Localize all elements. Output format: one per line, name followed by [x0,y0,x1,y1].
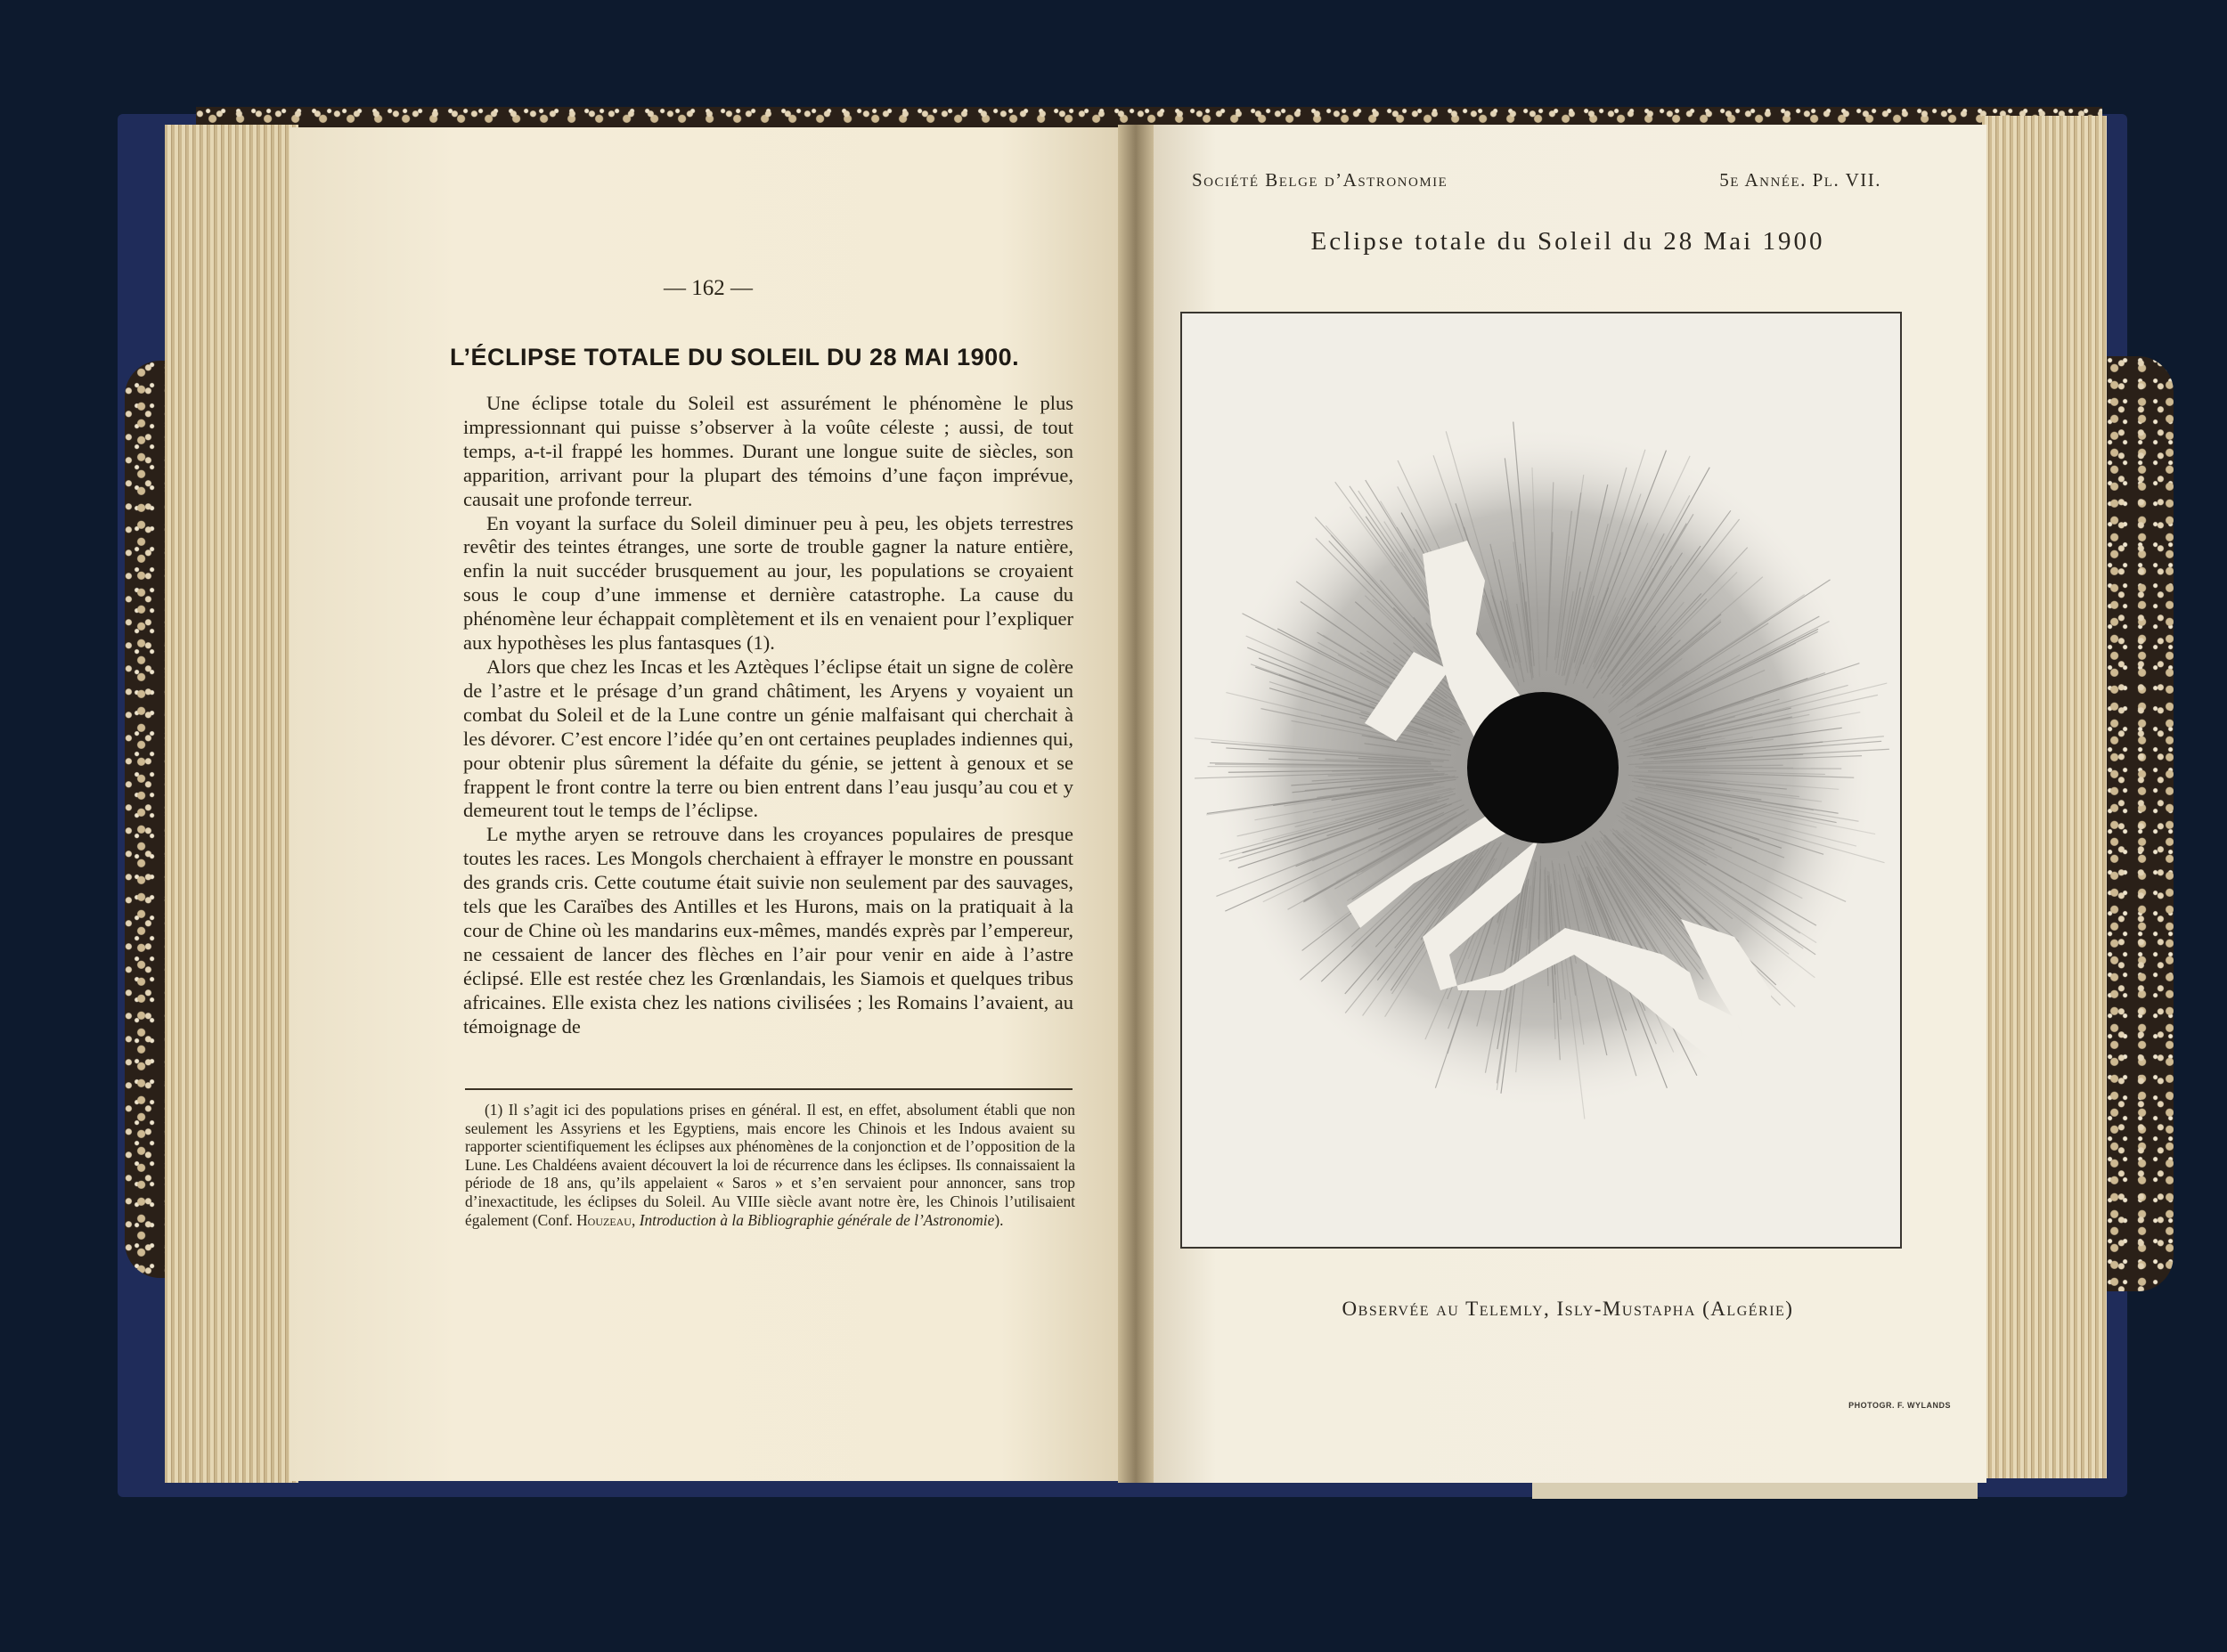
footnote-author: Houzeau, [576,1210,636,1229]
moon-disc [1467,692,1619,843]
corona-ray [1639,768,1842,769]
footnote-work: Introduction à la Bibliographie générale de l’Astronomie [639,1210,995,1229]
paragraph-4: Le mythe aryen se retrouve dans les croyances populaires de presque toutes les races. Les Mongols cherchaient à effrayer le monstre en poussant des grands cris. Cette coutume était suivie non seulement par des sauvages, tels que les Caraïbes des Antilles et les Hurons, mais on la pratiquait à la cour de Chine où les mandarins eux-mêmes, mandés exprès par l’empereur, ne cessaient de lancer des flèches en l’air pour venir en aide à l’astre éclipsé. Elle est restée chez les Grœnlandais, les Siamois et quelques tribus africaines. Elle exista chez les nations civilisées ; les Romains l’avaient, au témoignage de [463,823,1073,1038]
photo-credit: PHOTOGR. F. WYLANDS [1848,1401,1951,1410]
marbled-endpaper-right [2098,356,2174,1291]
plate-stub [1532,1483,1978,1499]
page-edges-left [165,125,298,1483]
paragraph-3: Alors que chez les Incas et les Aztèques l’éclipse était un signe de colère de l’astre et le présage d’un grand châtiment, les Aryens y voyaient un combat du Soleil et de la Lune contre un génie malfaisant qui cherchait à les dévorer. C’est encore l’idée qu’en ont certaines peuplades indiennes qui, pour obtenir plus sûrement la défaite du génie, se jettent à genoux et se frappent le front contre la terre ou bien entrent dans l’eau jusqu’au cou et y demeurent tout le temps de l’éclipse. [463,655,1073,822]
article-title: L’ÉCLIPSE TOTALE DU SOLEIL DU 28 MAI 1900. [450,344,1020,370]
footnote-end: ). [994,1210,1004,1229]
plate-number-header: 5e Année. Pl. VII. [1719,169,1881,191]
paragraph-2: En voyant la surface du Soleil diminuer peu à peu, les objets terrestres revêtir des teintes étranges, une sorte de trouble gagner la nature entière, enfin la nuit succéder brusquement au jour, les populations se croyaient sous le coup d’une immense et dernière catastrophe. La cause du phénomène leur échappait complètement et ils en venaient pour l’expliquer aux hypothèses les plus fantasques (1). [463,511,1073,655]
eclipse-photograph [1180,312,1902,1249]
plate-title: Eclipse totale du Soleil du 28 Mai 1900 [1310,227,1825,256]
article-body [463,392,1073,1038]
society-header: Société Belge d’Astronomie [1192,169,1448,191]
plate-caption: Observée au Telemly, Isly-Mustapha (Algérie) [1342,1298,1794,1320]
book-gutter [1118,125,1154,1483]
eclipse-image [1182,313,1900,1247]
footnote [465,1101,1075,1229]
page-edges-right [1982,116,2107,1478]
footnote-text: (1) Il s’agit ici des populations prises en général. Il est, en effet, absolument établi que non seulement les Assyriens et les Egyptiens, mais encore les Chinois et les Indous avaient su rapporter scientifiquement les éclipses aux phénomènes de la conjonction et de l’opposition de la Lune. Les Chaldéens avaient découvert la loi de récurrence dans les éclipses. Ils connaissaient la période de 18 ans, qu’ils appelaient « Saros » et s’en servaient pour annoncer, sans trop d’inexactitude, les éclipses du Soleil. Au VIIIe siècle avant notre ère, les Chinois l’utilisaient également (Conf. [465,1101,1075,1229]
page-number: — 162 — [664,276,753,300]
paragraph-1: Une éclipse totale du Soleil est assurément le phénomène le plus impressionnant qui puisse s’observer à la voûte céleste ; aussi, de tout temps, a-t-il frappé les hommes. Durant une longue suite de siècles, son apparition, arrivant pour la plupart des témoins d’une façon imprévue, causait une profonde terreur. [463,392,1073,510]
footnote-rule [465,1088,1073,1090]
